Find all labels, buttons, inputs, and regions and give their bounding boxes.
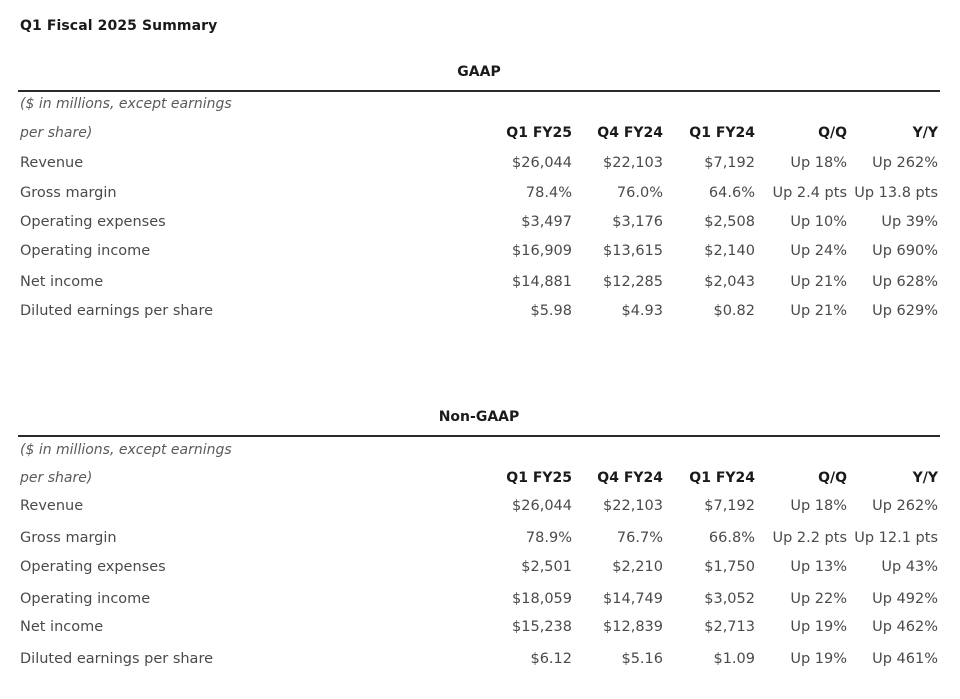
row-label: Net income xyxy=(20,274,104,290)
cell-q1-fy25: $6.12 xyxy=(530,651,572,667)
table-row xyxy=(18,619,940,641)
row-label: Net income xyxy=(20,619,104,635)
cell-yy: Up 262% xyxy=(872,498,938,514)
cell-yy: Up 13.8 pts xyxy=(854,185,938,201)
cell-q1-fy24: $7,192 xyxy=(704,498,755,514)
cell-q4-fy24: $14,749 xyxy=(603,591,663,607)
gaap-table xyxy=(18,64,940,334)
cell-q1-fy25: 78.9% xyxy=(525,530,572,546)
cell-q1-fy25: $2,501 xyxy=(521,559,572,575)
cell-q4-fy24: $5.16 xyxy=(621,651,663,667)
cell-q4-fy24: $22,103 xyxy=(603,498,663,514)
col-header-q1-fy25: Q1 FY25 xyxy=(506,125,572,141)
col-header-q1-fy24: Q1 FY24 xyxy=(689,470,755,486)
cell-q1-fy24: $1,750 xyxy=(704,559,755,575)
table-row xyxy=(18,185,940,207)
cell-yy: Up 12.1 pts xyxy=(854,530,938,546)
cell-q1-fy25: $15,238 xyxy=(512,619,572,635)
cell-q4-fy24: $12,839 xyxy=(603,619,663,635)
cell-q1-fy24: $2,508 xyxy=(704,214,755,230)
cell-q1-fy25: $26,044 xyxy=(512,155,572,171)
cell-qq: Up 2.2 pts xyxy=(772,530,847,546)
cell-q4-fy24: $13,615 xyxy=(603,243,663,259)
cell-q4-fy24: $2,210 xyxy=(612,559,663,575)
non-gaap-table xyxy=(18,409,940,684)
table-row xyxy=(18,559,940,581)
col-header-q4-fy24: Q4 FY24 xyxy=(597,125,663,141)
cell-q4-fy24: $22,103 xyxy=(603,155,663,171)
cell-q4-fy24: $3,176 xyxy=(612,214,663,230)
cell-q4-fy24: 76.0% xyxy=(616,185,663,201)
col-header-qq: Q/Q xyxy=(818,125,847,141)
cell-qq: Up 24% xyxy=(790,243,847,259)
row-label: Revenue xyxy=(20,498,84,514)
cell-q4-fy24: $12,285 xyxy=(603,274,663,290)
cell-yy: Up 629% xyxy=(872,303,938,319)
cell-yy: Up 461% xyxy=(872,651,938,667)
gaap-note-line2: per share) xyxy=(20,125,93,141)
table-row xyxy=(18,530,940,552)
gaap-divider xyxy=(18,90,940,92)
cell-q1-fy24: $0.82 xyxy=(713,303,755,319)
row-label: Diluted earnings per share xyxy=(20,303,214,319)
row-label: Operating income xyxy=(20,243,151,259)
cell-q1-fy24: $3,052 xyxy=(704,591,755,607)
cell-q1-fy24: $1.09 xyxy=(713,651,755,667)
non-gaap-title: Non-GAAP xyxy=(438,409,520,425)
cell-qq: Up 18% xyxy=(790,155,847,171)
row-label: Diluted earnings per share xyxy=(20,651,214,667)
cell-q1-fy24: 66.8% xyxy=(708,530,755,546)
cell-q1-fy24: $2,713 xyxy=(704,619,755,635)
cell-q1-fy24: $2,140 xyxy=(704,243,755,259)
cell-q1-fy25: $5.98 xyxy=(530,303,572,319)
cell-yy: Up 43% xyxy=(881,559,938,575)
cell-q1-fy24: $2,043 xyxy=(704,274,755,290)
table-row xyxy=(18,303,940,325)
cell-yy: Up 628% xyxy=(872,274,938,290)
gaap-title: GAAP xyxy=(457,64,501,80)
table-row xyxy=(18,651,940,673)
row-label: Operating income xyxy=(20,591,151,607)
cell-q1-fy25: $14,881 xyxy=(512,274,572,290)
non-gaap-header-row xyxy=(18,470,940,492)
cell-yy: Up 39% xyxy=(881,214,938,230)
cell-q1-fy24: $7,192 xyxy=(704,155,755,171)
row-label: Revenue xyxy=(20,155,84,171)
non-gaap-note-line2: per share) xyxy=(20,470,93,486)
cell-q4-fy24: 76.7% xyxy=(616,530,663,546)
cell-yy: Up 492% xyxy=(872,591,938,607)
cell-q1-fy25: $26,044 xyxy=(512,498,572,514)
gaap-note-line1: ($ in millions, except earnings xyxy=(20,96,232,112)
row-label: Gross margin xyxy=(20,530,117,546)
cell-q1-fy25: $18,059 xyxy=(512,591,572,607)
cell-yy: Up 690% xyxy=(872,243,938,259)
table-row xyxy=(18,155,940,177)
col-header-q1-fy24: Q1 FY24 xyxy=(689,125,755,141)
gaap-header-row xyxy=(18,125,940,147)
table-row xyxy=(18,591,940,613)
row-label: Operating expenses xyxy=(20,214,166,230)
cell-qq: Up 21% xyxy=(790,274,847,290)
cell-qq: Up 2.4 pts xyxy=(772,185,847,201)
cell-qq: Up 18% xyxy=(790,498,847,514)
cell-q1-fy25: 78.4% xyxy=(525,185,572,201)
cell-qq: Up 21% xyxy=(790,303,847,319)
cell-q4-fy24: $4.93 xyxy=(621,303,663,319)
cell-q1-fy25: $16,909 xyxy=(512,243,572,259)
cell-qq: Up 10% xyxy=(790,214,847,230)
col-header-q4-fy24: Q4 FY24 xyxy=(597,470,663,486)
cell-q1-fy24: 64.6% xyxy=(708,185,755,201)
table-row xyxy=(18,243,940,265)
table-row xyxy=(18,498,940,520)
cell-yy: Up 262% xyxy=(872,155,938,171)
row-label: Operating expenses xyxy=(20,559,166,575)
cell-qq: Up 19% xyxy=(790,619,847,635)
table-row xyxy=(18,214,940,236)
cell-yy: Up 462% xyxy=(872,619,938,635)
cell-q1-fy25: $3,497 xyxy=(521,214,572,230)
cell-qq: Up 19% xyxy=(790,651,847,667)
non-gaap-divider xyxy=(18,435,940,437)
col-header-qq: Q/Q xyxy=(818,470,847,486)
cell-qq: Up 13% xyxy=(790,559,847,575)
non-gaap-note-line1: ($ in millions, except earnings xyxy=(20,442,232,458)
page-title: Q1 Fiscal 2025 Summary xyxy=(20,18,218,34)
row-label: Gross margin xyxy=(20,185,117,201)
table-row xyxy=(18,274,940,296)
col-header-yy: Y/Y xyxy=(912,470,938,486)
col-header-q1-fy25: Q1 FY25 xyxy=(506,470,572,486)
cell-qq: Up 22% xyxy=(790,591,847,607)
col-header-yy: Y/Y xyxy=(912,125,938,141)
